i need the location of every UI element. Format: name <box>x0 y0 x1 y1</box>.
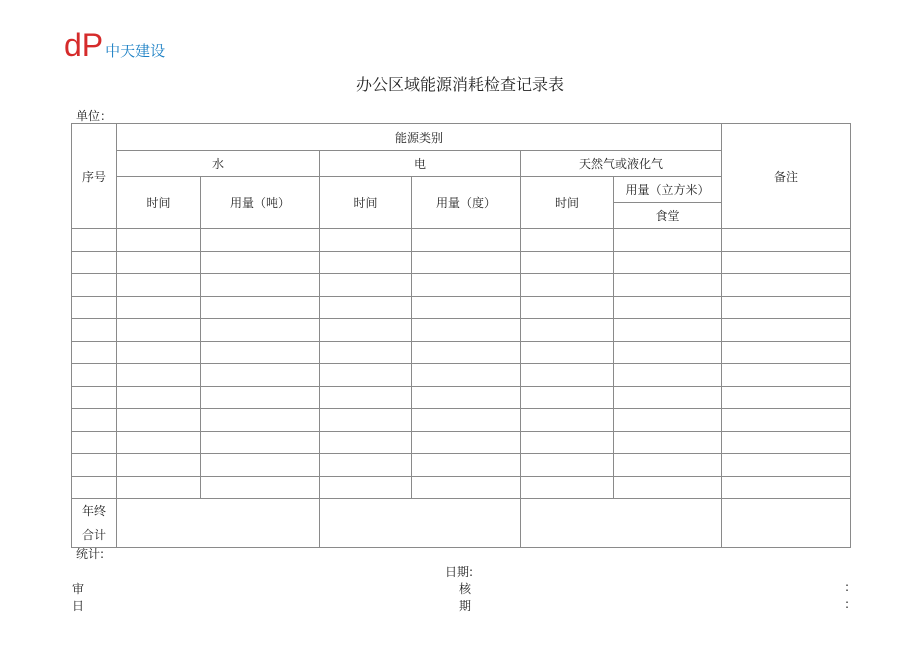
table-cell[interactable] <box>117 454 201 477</box>
table-cell[interactable] <box>412 454 521 477</box>
header-gas: 天然气或液化气 <box>521 151 722 177</box>
table-row <box>72 431 851 454</box>
table-cell[interactable] <box>72 386 117 409</box>
header-gas-usage: 用量（立方米） <box>614 177 722 203</box>
header-water: 水 <box>117 151 320 177</box>
table-cell[interactable] <box>201 251 320 274</box>
date-label: 日期: <box>445 565 474 579</box>
table-cell[interactable] <box>320 319 412 342</box>
table-cell[interactable] <box>412 229 521 252</box>
table-cell[interactable] <box>521 229 614 252</box>
date-mid: 期 <box>459 599 472 613</box>
table-cell[interactable] <box>521 319 614 342</box>
table-cell[interactable] <box>722 229 851 252</box>
review-left: 审 <box>72 582 85 596</box>
table-cell[interactable] <box>117 476 201 499</box>
table-cell[interactable] <box>521 431 614 454</box>
table-row <box>72 409 851 432</box>
table-row <box>72 341 851 364</box>
table-cell[interactable] <box>722 364 851 387</box>
table-cell[interactable] <box>412 319 521 342</box>
table-cell[interactable] <box>521 341 614 364</box>
table-cell[interactable] <box>521 251 614 274</box>
table-cell[interactable] <box>412 431 521 454</box>
table-cell[interactable] <box>521 296 614 319</box>
table-cell[interactable] <box>320 229 412 252</box>
table-row <box>72 476 851 499</box>
table-cell[interactable] <box>722 296 851 319</box>
table-cell[interactable] <box>521 364 614 387</box>
table-cell[interactable] <box>72 251 117 274</box>
table-cell[interactable] <box>201 431 320 454</box>
table-cell[interactable] <box>117 251 201 274</box>
table-cell[interactable] <box>72 229 117 252</box>
energy-record-table <box>71 123 851 548</box>
table-cell[interactable] <box>201 319 320 342</box>
total-label-line1: 年终 <box>81 504 106 518</box>
table-cell[interactable] <box>412 386 521 409</box>
table-cell[interactable] <box>72 409 117 432</box>
table-cell[interactable] <box>117 274 201 297</box>
table-cell[interactable] <box>412 341 521 364</box>
review-mid: 核 <box>459 582 472 596</box>
table-row <box>72 454 851 477</box>
table-cell[interactable] <box>320 431 412 454</box>
unit-label: 单位： <box>76 109 113 123</box>
logo-company-name: 中天建设 <box>105 42 166 60</box>
table-cell[interactable] <box>614 274 722 297</box>
table-cell[interactable] <box>722 274 851 297</box>
table-cell[interactable] <box>412 409 521 432</box>
table-cell[interactable] <box>117 229 201 252</box>
header-electricity: 电 <box>320 151 521 177</box>
page-title: 办公区域能源消耗检查记录表 <box>355 75 564 94</box>
table-cell[interactable] <box>412 274 521 297</box>
header-gas-time: 时间 <box>521 177 614 229</box>
table-cell[interactable] <box>117 319 201 342</box>
header-elec-time: 时间 <box>320 177 412 229</box>
table-cell[interactable] <box>320 454 412 477</box>
table-cell[interactable] <box>412 364 521 387</box>
table-cell[interactable] <box>201 364 320 387</box>
table-cell[interactable] <box>320 409 412 432</box>
table-cell[interactable] <box>614 296 722 319</box>
table-cell[interactable] <box>320 296 412 319</box>
table-cell[interactable] <box>201 274 320 297</box>
table-row <box>72 364 851 387</box>
table-cell[interactable] <box>614 409 722 432</box>
table-cell[interactable] <box>521 409 614 432</box>
table-cell[interactable] <box>117 386 201 409</box>
table-cell[interactable] <box>521 476 614 499</box>
table-row <box>72 319 851 342</box>
table-cell[interactable] <box>320 274 412 297</box>
table-cell[interactable] <box>201 454 320 477</box>
table-cell[interactable] <box>320 341 412 364</box>
table-cell[interactable] <box>614 476 722 499</box>
table-cell[interactable] <box>722 454 851 477</box>
table-cell[interactable] <box>722 251 851 274</box>
table-cell[interactable] <box>201 476 320 499</box>
table-cell[interactable] <box>412 476 521 499</box>
table-cell[interactable] <box>722 341 851 364</box>
table-cell[interactable] <box>72 431 117 454</box>
header-elec-usage: 用量（度） <box>412 177 521 229</box>
total-row <box>72 499 851 548</box>
header-remark: 备注 <box>722 124 851 229</box>
table-cell[interactable] <box>201 296 320 319</box>
table-cell[interactable] <box>412 251 521 274</box>
company-logo <box>64 28 165 62</box>
date-colon: : <box>845 597 850 611</box>
table-cell[interactable] <box>72 274 117 297</box>
header-category: 能源类别 <box>117 124 722 151</box>
total-label-line2: 合计 <box>81 528 106 542</box>
table-cell[interactable] <box>722 409 851 432</box>
header-water-time: 时间 <box>117 177 201 229</box>
table-cell[interactable] <box>117 364 201 387</box>
table-cell[interactable] <box>72 296 117 319</box>
table-cell[interactable] <box>117 431 201 454</box>
table-cell[interactable] <box>614 431 722 454</box>
table-cell[interactable] <box>320 251 412 274</box>
table-cell[interactable] <box>614 454 722 477</box>
logo-mark: dP <box>64 27 104 63</box>
table-row <box>72 274 851 297</box>
table-cell[interactable] <box>201 409 320 432</box>
table-cell[interactable] <box>614 341 722 364</box>
table-cell[interactable] <box>614 251 722 274</box>
table-cell[interactable] <box>614 364 722 387</box>
total-gas[interactable] <box>521 499 722 548</box>
table-cell[interactable] <box>722 476 851 499</box>
table-cell[interactable] <box>320 476 412 499</box>
table-cell[interactable] <box>201 341 320 364</box>
table-cell[interactable] <box>201 229 320 252</box>
total-electricity[interactable] <box>320 499 521 548</box>
table-cell[interactable] <box>72 341 117 364</box>
table-cell[interactable] <box>72 319 117 342</box>
total-label <box>72 499 117 548</box>
table-cell[interactable] <box>320 386 412 409</box>
table-cell[interactable] <box>521 386 614 409</box>
table-cell[interactable] <box>201 386 320 409</box>
table-cell[interactable] <box>722 431 851 454</box>
table-cell[interactable] <box>117 409 201 432</box>
table-cell[interactable] <box>521 454 614 477</box>
table-cell[interactable] <box>722 386 851 409</box>
table-cell[interactable] <box>72 364 117 387</box>
header-seq: 序号 <box>72 124 117 229</box>
table-row <box>72 229 851 252</box>
table-row <box>72 386 851 409</box>
table-row <box>72 251 851 274</box>
table-cell[interactable] <box>722 319 851 342</box>
table-cell[interactable] <box>117 296 201 319</box>
table-row <box>72 296 851 319</box>
total-water[interactable] <box>117 499 320 548</box>
total-remark[interactable] <box>722 499 851 548</box>
table-cell[interactable] <box>521 274 614 297</box>
table-cell[interactable] <box>117 341 201 364</box>
table-cell[interactable] <box>614 319 722 342</box>
header-canteen: 食堂 <box>614 203 722 229</box>
table-cell[interactable] <box>614 229 722 252</box>
date-left: 日 <box>72 599 85 613</box>
review-colon: : <box>845 580 850 594</box>
table-cell[interactable] <box>614 386 722 409</box>
table-cell[interactable] <box>72 454 117 477</box>
header-water-usage: 用量（吨） <box>201 177 320 229</box>
table-cell[interactable] <box>320 364 412 387</box>
stats-label: 统计: <box>76 547 105 561</box>
table-cell[interactable] <box>412 296 521 319</box>
table-cell[interactable] <box>72 476 117 499</box>
